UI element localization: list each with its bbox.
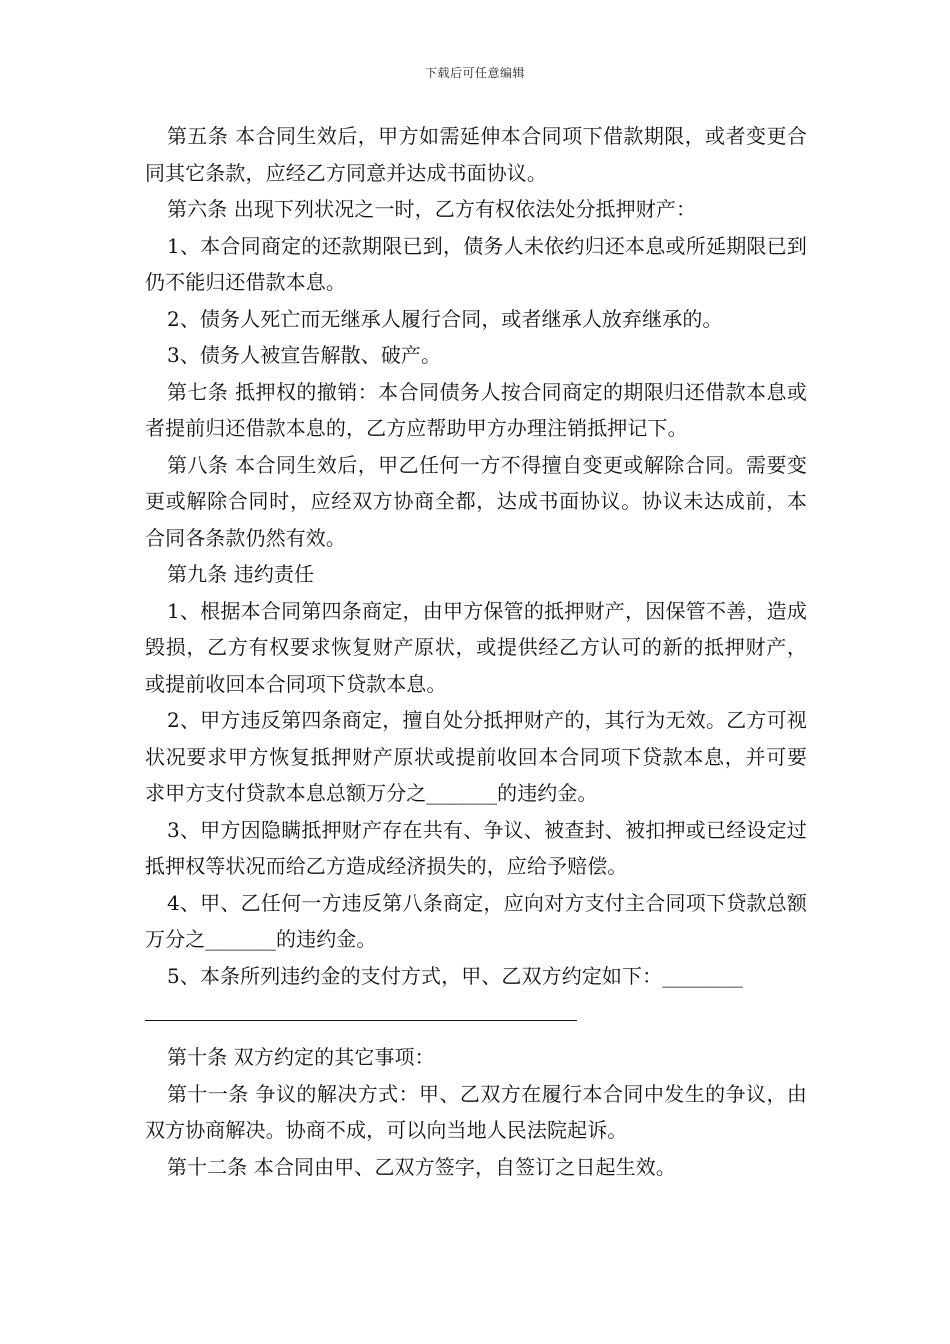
article-11: 第十一条 争议的解决方式：甲、乙双方在履行本合同中发生的争议，由双方协商解决。协商不成，可以向当地人民法院起诉。 <box>145 1081 807 1142</box>
article-12: 第十二条 本合同由甲、乙双方签字，自签订之日起生效。 <box>167 1154 676 1179</box>
fill-in-blank-line <box>145 1020 577 1021</box>
article-10: 第十条 双方约定的其它事项： <box>167 1045 435 1069</box>
article-9-item-1: 1、根据本合同第四条商定，由甲方保管的抵押财产，因保管不善，造成毁损，乙方有权要求恢复财产原状，或提供经乙方认可的新的抵押财产，或提前收回本合同项下贷款本息。 <box>145 598 807 696</box>
article-6-item-1: 1、本合同商定的还款期限已到，债务人未依约归还本息或所延期限已到仍不能归还借款本息。 <box>145 233 807 294</box>
article-9-item-2: 2、甲方违反第四条商定，擅自处分抵押财产的，其行为无效。乙方可视状况要求甲方恢复抵押财产原状或提前收回本合同项下贷款本息，并可要求甲方支付贷款本息总额万分之_______的违约金。 <box>145 708 807 805</box>
document-body <box>145 118 807 1185</box>
article-6: 第六条 出现下列状况之一时，乙方有权依法处分抵押财产： <box>167 197 697 221</box>
article-5: 第五条 本合同生效后，甲方如需延伸本合同项下借款期限，或者变更合同其它条款，应经乙方同意并达成书面协议。 <box>145 124 807 185</box>
article-6-item-2: 2、债务人死亡而无继承人履行合同，或者继承人放弃继承的。 <box>167 306 723 331</box>
article-9-item-5: 5、本条所列违约金的支付方式，甲、乙双方约定如下：________ <box>167 963 744 988</box>
article-8: 第八条 本合同生效后，甲乙任何一方不得擅自变更或解除合同。需要变更或解除合同时，应经双方协商全都，达成书面协议。协议未达成前，本合同各条款仍然有效。 <box>145 452 807 550</box>
article-9-item-3: 3、甲方因隐瞒抵押财产存在共有、争议、被查封、被扣押或已经设定过抵押权等状况而给乙方造成经济损失的，应给予赔偿。 <box>145 817 807 878</box>
article-9-item-4: 4、甲、乙任何一方违反第八条商定，应向对方支付主合同项下贷款总额万分之_______的违约金。 <box>145 890 807 951</box>
article-9-heading: 第九条 违约责任 <box>167 562 315 586</box>
page-header-note: 下载后可任意编辑 <box>424 66 525 80</box>
article-7: 第七条 抵押权的撤销：本合同债务人按合同商定的期限归还借款本息或者提前归还借款本息的，乙方应帮助甲方办理注销抵押记下。 <box>145 379 807 440</box>
blank-line-spacer <box>145 994 807 1030</box>
article-6-item-3: 3、债务人被宣告解散、破产。 <box>167 343 442 367</box>
